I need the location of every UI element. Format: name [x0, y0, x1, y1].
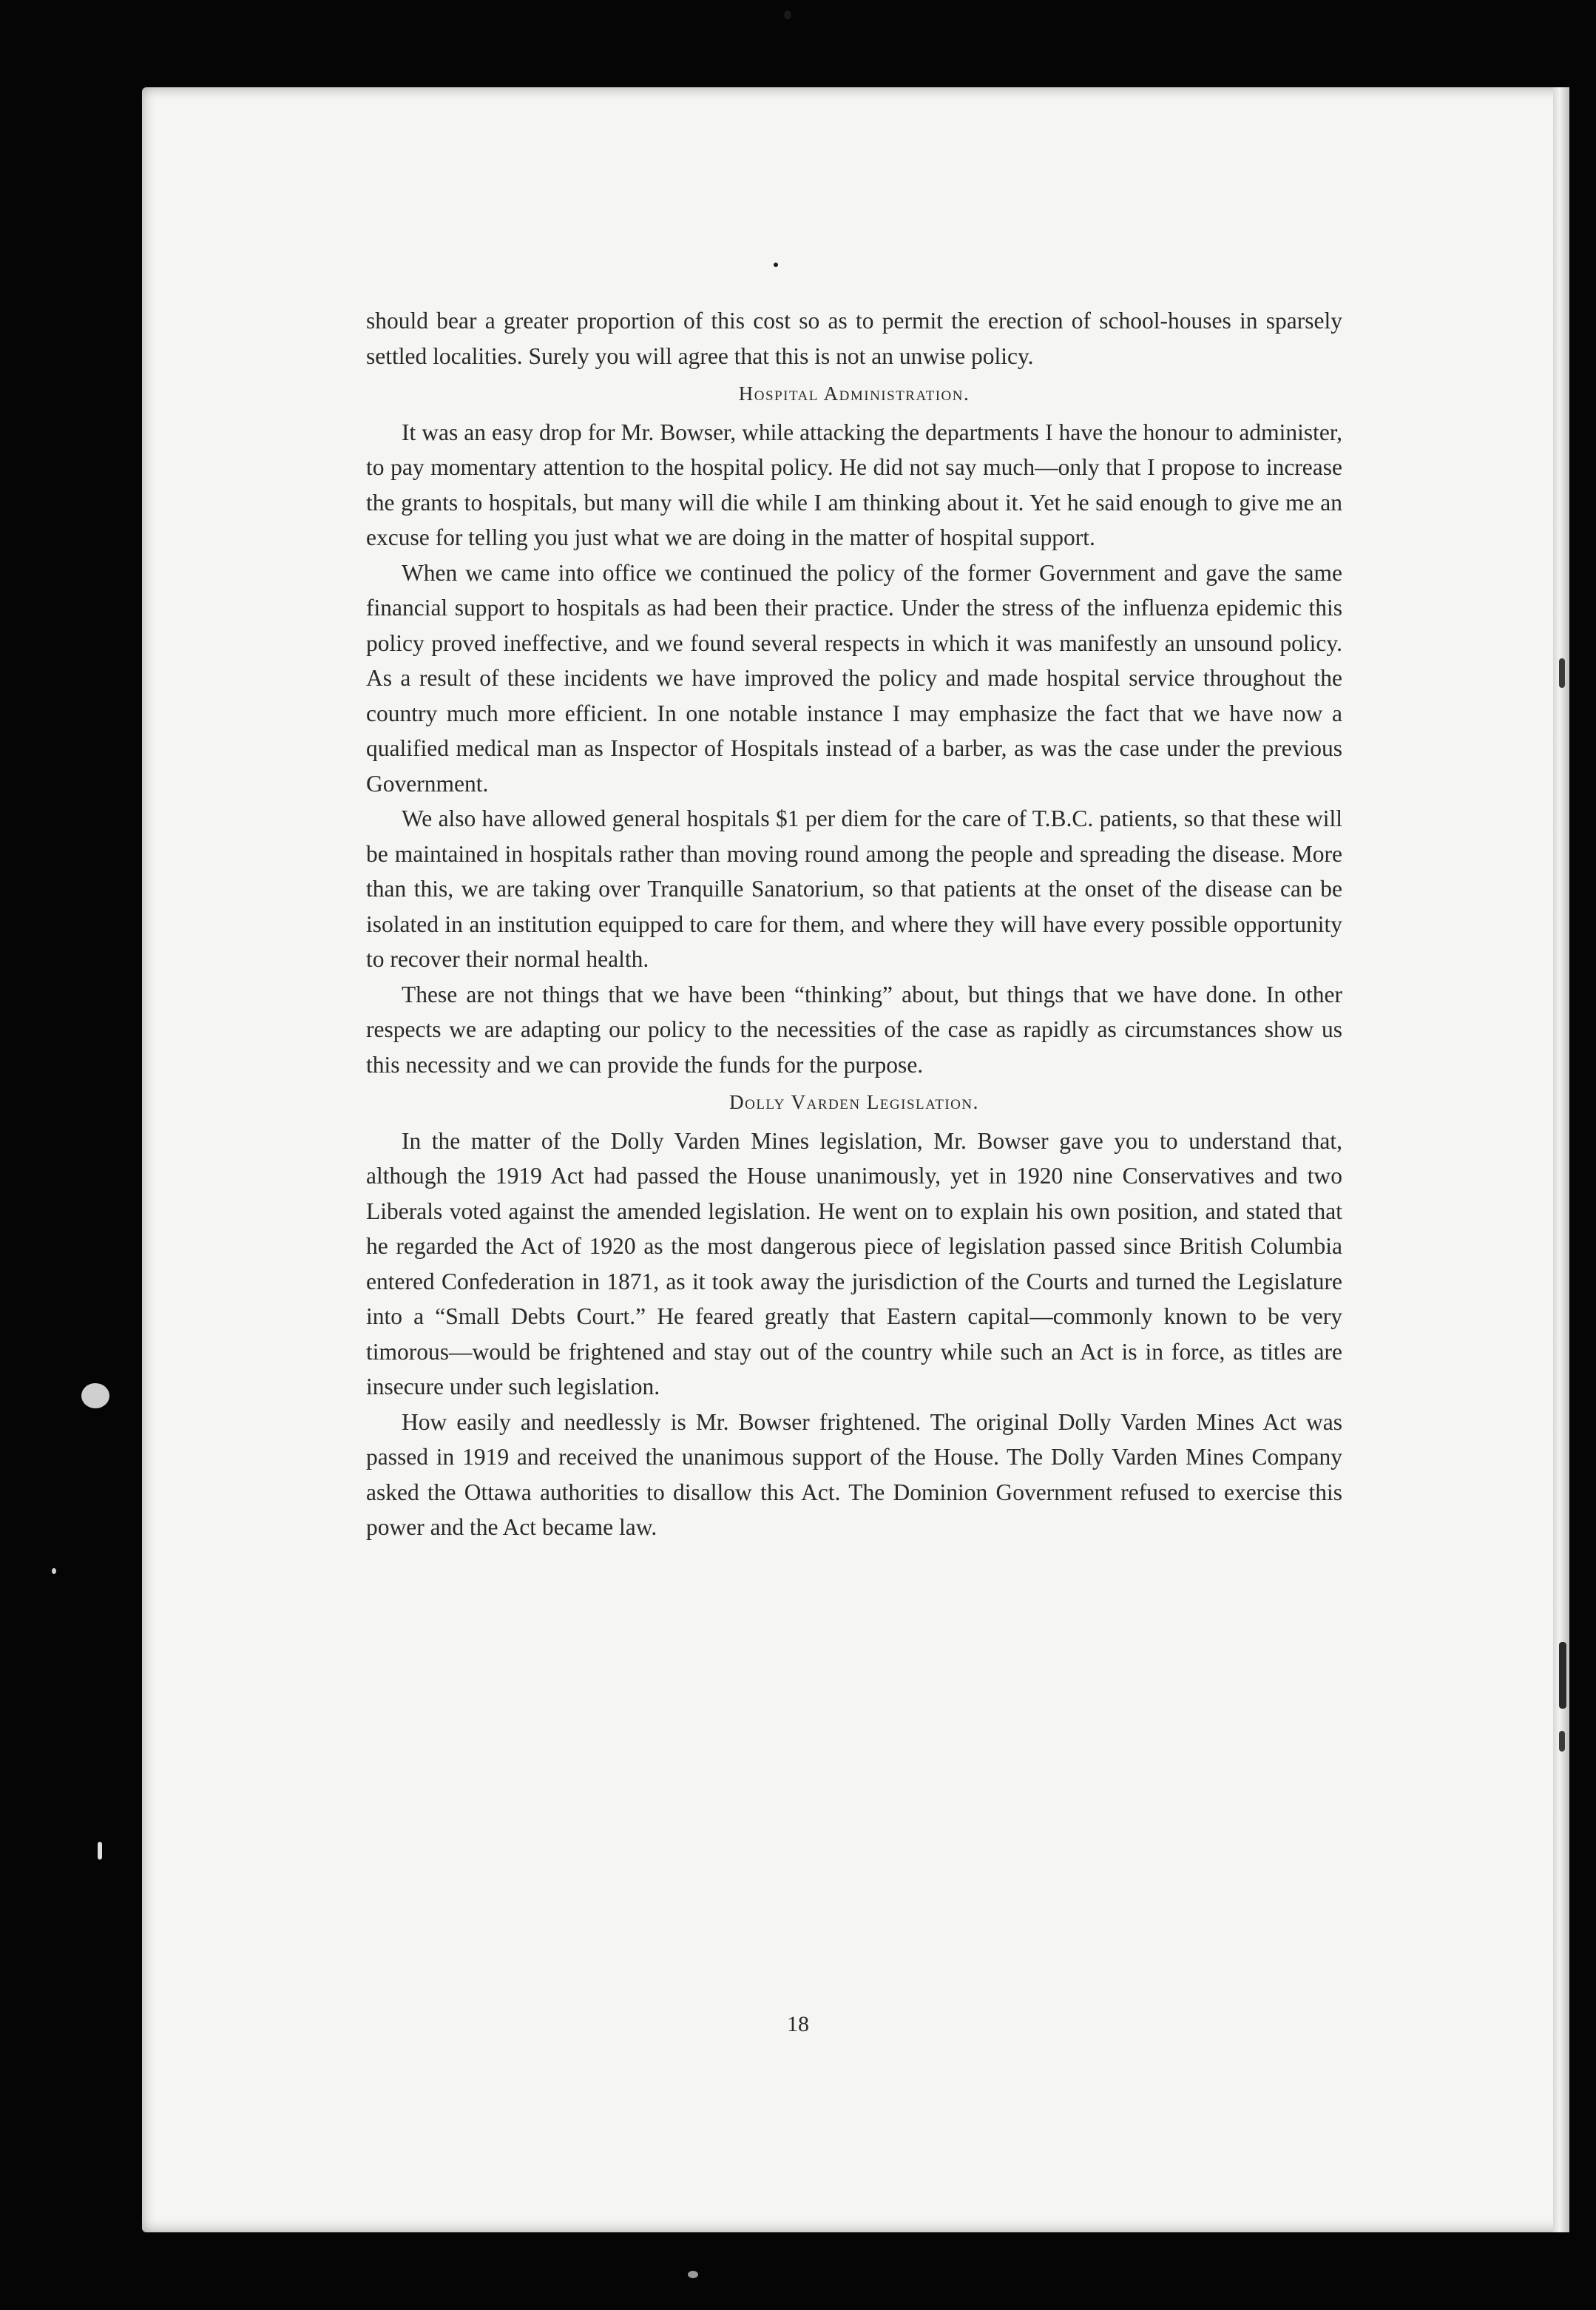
dust-speck	[688, 2271, 698, 2278]
dust-speck	[784, 10, 791, 19]
page-number: 18	[787, 2012, 809, 2036]
paragraph: should bear a greater proportion of this cost so as to permit the erection of school-houses in sparsely settled localities. Surely you will agree that this is not an unwise policy.	[366, 308, 1342, 369]
edge-mark	[1559, 658, 1565, 688]
section-heading-dolly-varden-legislation: Dolly Varden Legislation.	[729, 1091, 979, 1113]
edge-mark	[1559, 1731, 1565, 1752]
dust-speck	[52, 1568, 56, 1574]
page-edge	[1553, 87, 1569, 2232]
paragraph: When we came into office we continued the policy of the former Government and gave the same financial support to hospitals as had been their practice. Under the stress of the influenza epidemic this policy proved ineffective, and we found several respects in which it was manifestly an unsound policy. As a result of these incidents we have improved the policy and made hospital service throughout the country much more efficient. In one notable instance I may emphasize the fact that we have now a qualified medical man as Inspector of Hospitals instead of a barber, as was the case under the previous Government.	[366, 559, 1342, 797]
paragraph: These are not things that we have been “thinking” about, but things that we have done. In other respects we are adapting our policy to the necessities of the case as rapidly as circumstances show us this necessity and we can provide the funds for the purpose.	[366, 981, 1342, 1078]
dust-speck	[98, 1842, 102, 1860]
paragraph: It was an easy drop for Mr. Bowser, while attacking the departments I have the honour to administer, to pay momentary attention to the hospital policy. He did not say much—only that I propose to increase the grants to hospitals, but many will die while I am thinking about it. Yet he said enough to give me an excuse for telling you just what we are doing in the matter of hospital support.	[366, 419, 1342, 550]
section-heading-hospital-administration: Hospital Administration.	[738, 382, 970, 405]
paragraph: How easily and needlessly is Mr. Bowser frightened. The original Dolly Varden Mines Act was passed in 1919 and received the unanimous support of the House. The Dolly Varden Mines Company asked the Ottawa authorities to disallow this Act. The Dominion Government refused to exercise this power and the Act became law.	[366, 1408, 1342, 1540]
edge-mark	[1559, 1642, 1566, 1709]
page-body	[366, 303, 1342, 1545]
dust-speck	[81, 1383, 109, 1408]
paragraph: In the matter of the Dolly Varden Mines legislation, Mr. Bowser gave you to understand that, although the 1919 Act had passed the House unanimously, yet in 1920 nine Conservatives and two Liberals voted against the amended legislation. He went on to explain his own position, and stated that he regarded the Act of 1920 as the most dangerous piece of legislation passed since British Columbia entered Confederation in 1871, as it took away the jurisdiction of the Courts and turned the Legislature into a “Small Debts Court.” He feared greatly that Eastern capital—commonly known to be very timorous—would be frightened and stay out of the country while such an Act is in force, as titles are insecure under such legislation.	[366, 1127, 1342, 1399]
paragraph: We also have allowed general hospitals $1 per diem for the care of T.B.C. patients, so that these will be maintained in hospitals rather than moving round among the people and spreading the disease. More than this, we are taking over Tranquille Sanatorium, so that patients at the onset of the disease can be isolated in an institution equipped to care for them, and where they will have every possible opportunity to recover their normal health.	[366, 806, 1342, 972]
dust-speck	[774, 263, 778, 267]
